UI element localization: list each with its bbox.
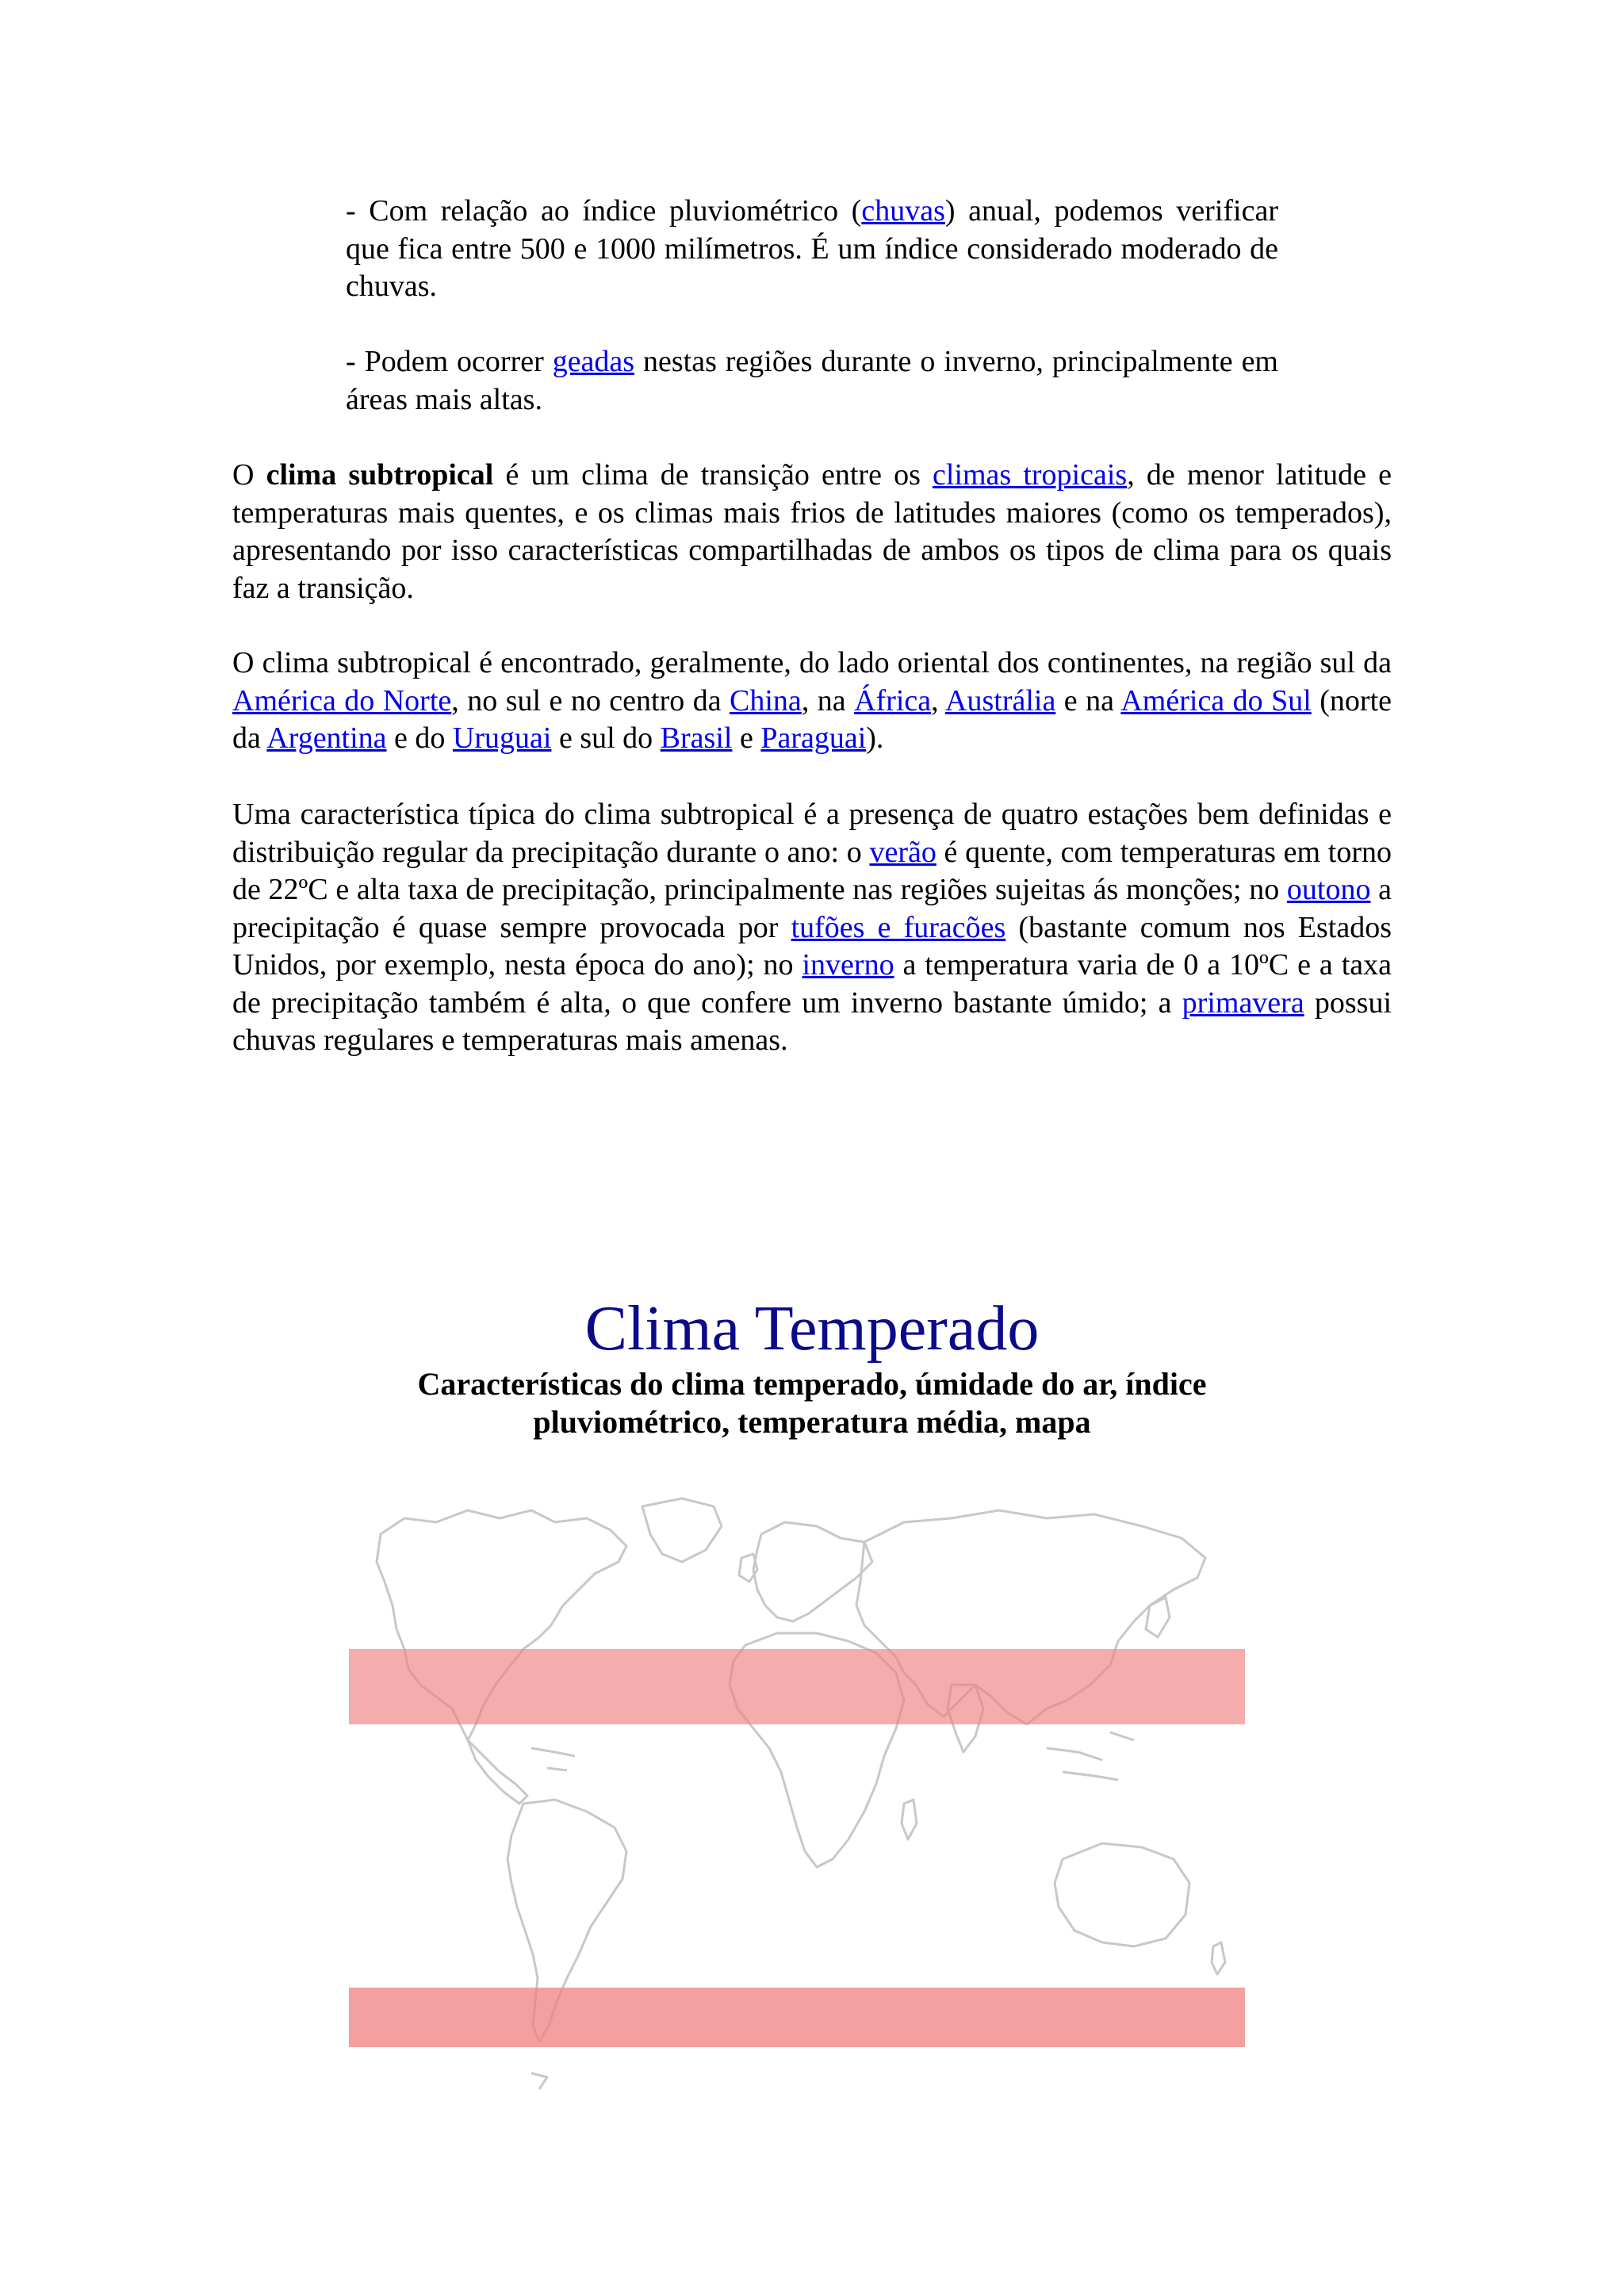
- paragraph-rainfall: [346, 193, 1278, 306]
- greenland-outline: [642, 1498, 722, 1562]
- paragraph-subtropical-intro: [232, 457, 1392, 607]
- link-australia[interactable]: Austrália: [945, 683, 1056, 718]
- link-america-do-norte[interactable]: América do Norte: [232, 683, 452, 718]
- link-chuvas[interactable]: chuvas: [861, 194, 945, 228]
- link-paraguai[interactable]: Paraguai: [760, 721, 867, 755]
- text: e do: [386, 721, 453, 755]
- text: é um clima de transição entre os: [493, 458, 933, 492]
- world-map-icon: [349, 1487, 1245, 2097]
- central-america-outline: [468, 1740, 527, 1804]
- southern-temperate-band: [349, 1988, 1245, 2047]
- link-inverno[interactable]: inverno: [802, 948, 894, 982]
- text: - Com relação ao índice pluviométrico (: [346, 194, 862, 228]
- text: , no sul e no centro da: [451, 683, 730, 718]
- text: O: [232, 458, 266, 492]
- paragraph-subtropical-seasons: [232, 796, 1392, 1060]
- text: (norte da: [232, 683, 1392, 755]
- text: (bastante comum nos Estados Unidos, por exemplo, nesta época do ano); no: [232, 910, 1392, 982]
- text: nestas regiões durante o inverno, principalmente em áreas mais altas.: [346, 345, 1278, 416]
- link-africa[interactable]: África: [854, 683, 932, 718]
- link-brasil[interactable]: Brasil: [660, 721, 733, 755]
- text: , na: [801, 683, 855, 718]
- text: a temperatura varia de 0 a 10ºC e a taxa de precipitação também é alta, o que confere um inverno bastante úmido; a: [232, 948, 1392, 1020]
- australia-outline: [1055, 1843, 1189, 1946]
- link-china[interactable]: China: [730, 683, 802, 718]
- paragraph-subtropical-location: [232, 645, 1392, 758]
- link-outono[interactable]: outono: [1286, 873, 1371, 906]
- paragraph-frost: [346, 343, 1278, 419]
- madagascar-outline: [902, 1800, 917, 1839]
- text: Uma característica típica do clima subtropical é a presença de quatro estações bem definidas e distribuição regular da precipitação durante o ano: o: [232, 798, 1392, 869]
- link-verao[interactable]: verão: [869, 835, 936, 869]
- caribbean-outline: [531, 1748, 575, 1770]
- text: possui chuvas regulares e temperaturas mais amenas.: [232, 985, 1392, 1057]
- link-uruguai[interactable]: Uruguai: [452, 721, 552, 755]
- text: e: [732, 721, 761, 755]
- southeast-asia-islands-outline: [1047, 1732, 1134, 1780]
- text: a precipitação é quase sempre provocada por: [232, 873, 1392, 944]
- text: ,: [931, 683, 946, 718]
- bold-term: clima subtropical: [266, 458, 494, 492]
- europe-outline: [753, 1522, 872, 1621]
- antarctica-outline: [531, 2073, 547, 2089]
- text: - Podem ocorrer: [346, 345, 553, 378]
- link-argentina[interactable]: Argentina: [266, 721, 387, 755]
- link-primavera[interactable]: primavera: [1182, 985, 1304, 1020]
- section-title: Clima Temperado: [584, 1294, 1040, 1364]
- japan-outline: [1146, 1598, 1170, 1637]
- text: O clima subtropical é encontrado, geralmente, do lado oriental dos continentes, na região sul da: [232, 646, 1392, 679]
- text: ) anual, podemos verificar que fica entre 500 e 1000 milímetros. É um índice considerado moderado de chuvas.: [346, 194, 1278, 303]
- text: ).: [866, 721, 884, 755]
- text: é quente, com temperaturas em torno de 22ºC e alta taxa de precipitação, principalmente nas regiões sujeitas ás monções; no: [232, 835, 1392, 906]
- new-zealand-outline: [1212, 1942, 1225, 1974]
- section-subtitle: Características do clima temperado, úmidade do ar, índice pluviométrico, temperatura média, mapa: [417, 1366, 1207, 1440]
- link-geadas[interactable]: geadas: [552, 345, 635, 378]
- text: , de menor latitude e temperaturas mais quentes, e os climas mais frios de latitudes maiores (como os temperados), apresentando por isso características compartilhadas de ambos os tipos de clima para os quais faz a transição.: [232, 458, 1392, 605]
- northern-temperate-band: [349, 1649, 1245, 1724]
- text: e na: [1055, 683, 1121, 718]
- link-tufoes-e-furacoes[interactable]: tufões e furacões: [791, 910, 1006, 944]
- link-america-do-sul[interactable]: América do Sul: [1120, 683, 1312, 718]
- text: e sul do: [551, 721, 661, 755]
- link-climas-tropicais[interactable]: climas tropicais: [933, 458, 1128, 492]
